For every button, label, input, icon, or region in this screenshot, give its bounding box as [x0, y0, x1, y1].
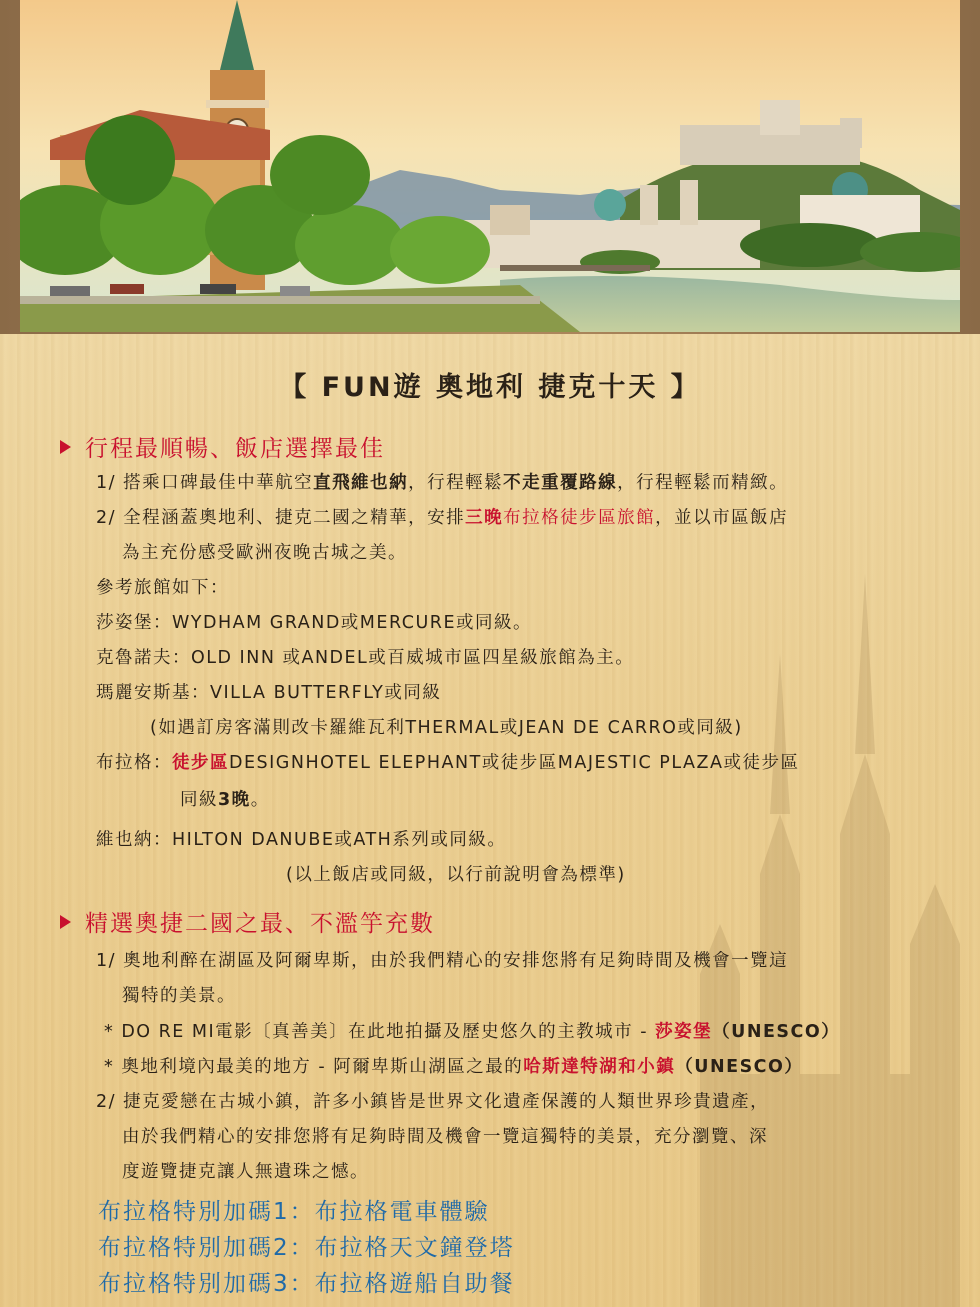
- hotel-note: (以上飯店或同級，以行前說明會為標準): [286, 865, 626, 885]
- text-bold: （UNESCO）: [675, 1057, 804, 1077]
- text-line: 1/ 奧地利醉在湖區及阿爾卑斯，由於我們精心的安排您將有足夠時間及機會一覽這: [96, 951, 789, 971]
- text-span: 2/ 全程涵蓋奧地利、捷克二國之精華，安排: [96, 508, 466, 528]
- text-line: 參考旅館如下：: [96, 578, 229, 598]
- text-bold: （UNESCO）: [712, 1022, 841, 1042]
- hotel-alternative: (如遇訂房客滿則改卡羅維瓦利THERMAL或JEAN DE CARRO或同級): [150, 718, 743, 738]
- text-line: [180, 786, 270, 811]
- section-heading-highlights: [60, 905, 435, 938]
- content-panel: [0, 334, 980, 1307]
- text-bold: 不走重覆路線: [503, 473, 618, 493]
- text-span: * 奧地利境內最美的地方 - 阿爾卑斯山湖區之最的: [104, 1057, 524, 1077]
- triangle-bullet-icon: [60, 440, 71, 454]
- text-span: 。: [250, 790, 270, 810]
- page-title: 【 FUN遊 奧地利 捷克十天 】: [279, 372, 701, 403]
- text-highlight: 哈斯達特湖和小鎮: [523, 1057, 676, 1077]
- text-span: 1/ 搭乘口碑最佳中華航空: [96, 473, 314, 493]
- hotel-prague: [96, 749, 799, 774]
- text-line: 度遊覽捷克讓人無遺珠之憾。: [122, 1162, 369, 1182]
- hero-image-salzburg: [20, 0, 960, 332]
- bonus-item: 布拉格特別加碼3：布拉格遊船自助餐: [98, 1271, 515, 1297]
- text-highlight: 莎姿堡: [655, 1022, 713, 1042]
- hotel-vienna: 維也納：HILTON DANUBE或ATH系列或同級。: [96, 830, 507, 850]
- text-span: ，行程輕鬆而精緻。: [617, 473, 789, 493]
- text-line: [96, 469, 788, 494]
- castle-watermark: [660, 514, 980, 1307]
- section-heading-text: 行程最順暢、飯店選擇最佳: [85, 436, 385, 462]
- text-span: ，行程輕鬆: [408, 473, 504, 493]
- hotel-salzburg: 莎姿堡：WYDHAM GRAND或MERCURE或同級。: [96, 613, 532, 633]
- hotel-marianske: 瑪麗安斯基：VILLA BUTTERFLY或同級: [96, 683, 442, 703]
- section-heading-hotels: [60, 430, 385, 463]
- triangle-bullet-icon: [60, 915, 71, 929]
- text-highlight: 布拉格徒步區旅館: [503, 508, 656, 528]
- text-highlight: 三晚: [465, 508, 504, 528]
- text-bold: 3晚: [218, 790, 251, 810]
- bonus-item: 布拉格特別加碼2：布拉格天文鐘登塔: [98, 1235, 515, 1261]
- text-span: ，並以市區飯店: [655, 508, 789, 528]
- highlight-salzburg: [104, 1018, 840, 1043]
- text-line: 為主充份感受歐洲夜晚古城之美。: [122, 543, 407, 563]
- text-span: * DO RE MI電影〔真善美〕在此地拍攝及歷史悠久的主教城市 -: [104, 1022, 656, 1042]
- text-bold: 直飛維也納: [313, 473, 409, 493]
- text-span: DESIGNHOTEL ELEPHANT或徒步區MAJESTIC PLAZA或徒步區: [229, 753, 800, 773]
- text-span: 布拉格：: [96, 753, 172, 773]
- text-span: 同級: [180, 790, 218, 810]
- text-line: [96, 504, 788, 529]
- text-highlight: 徒步區: [172, 753, 229, 773]
- text-line: 獨特的美景。: [122, 986, 236, 1006]
- highlight-hallstatt: [104, 1053, 803, 1078]
- bonus-item: 布拉格特別加碼1：布拉格電車體驗: [98, 1199, 490, 1225]
- hotel-krumlov: 克魯諾夫：OLD INN 或ANDEL或百威城市區四星級旅館為主。: [96, 648, 635, 668]
- text-line: 2/ 捷克愛戀在古城小鎮，許多小鎮皆是世界文化遺產保護的人類世界珍貴遺產，: [96, 1092, 770, 1112]
- text-line: 由於我們精心的安排您將有足夠時間及機會一覽這獨特的美景，充分瀏覽、深: [122, 1127, 768, 1147]
- section-heading-text: 精選奧捷二國之最、不濫竽充數: [85, 911, 435, 937]
